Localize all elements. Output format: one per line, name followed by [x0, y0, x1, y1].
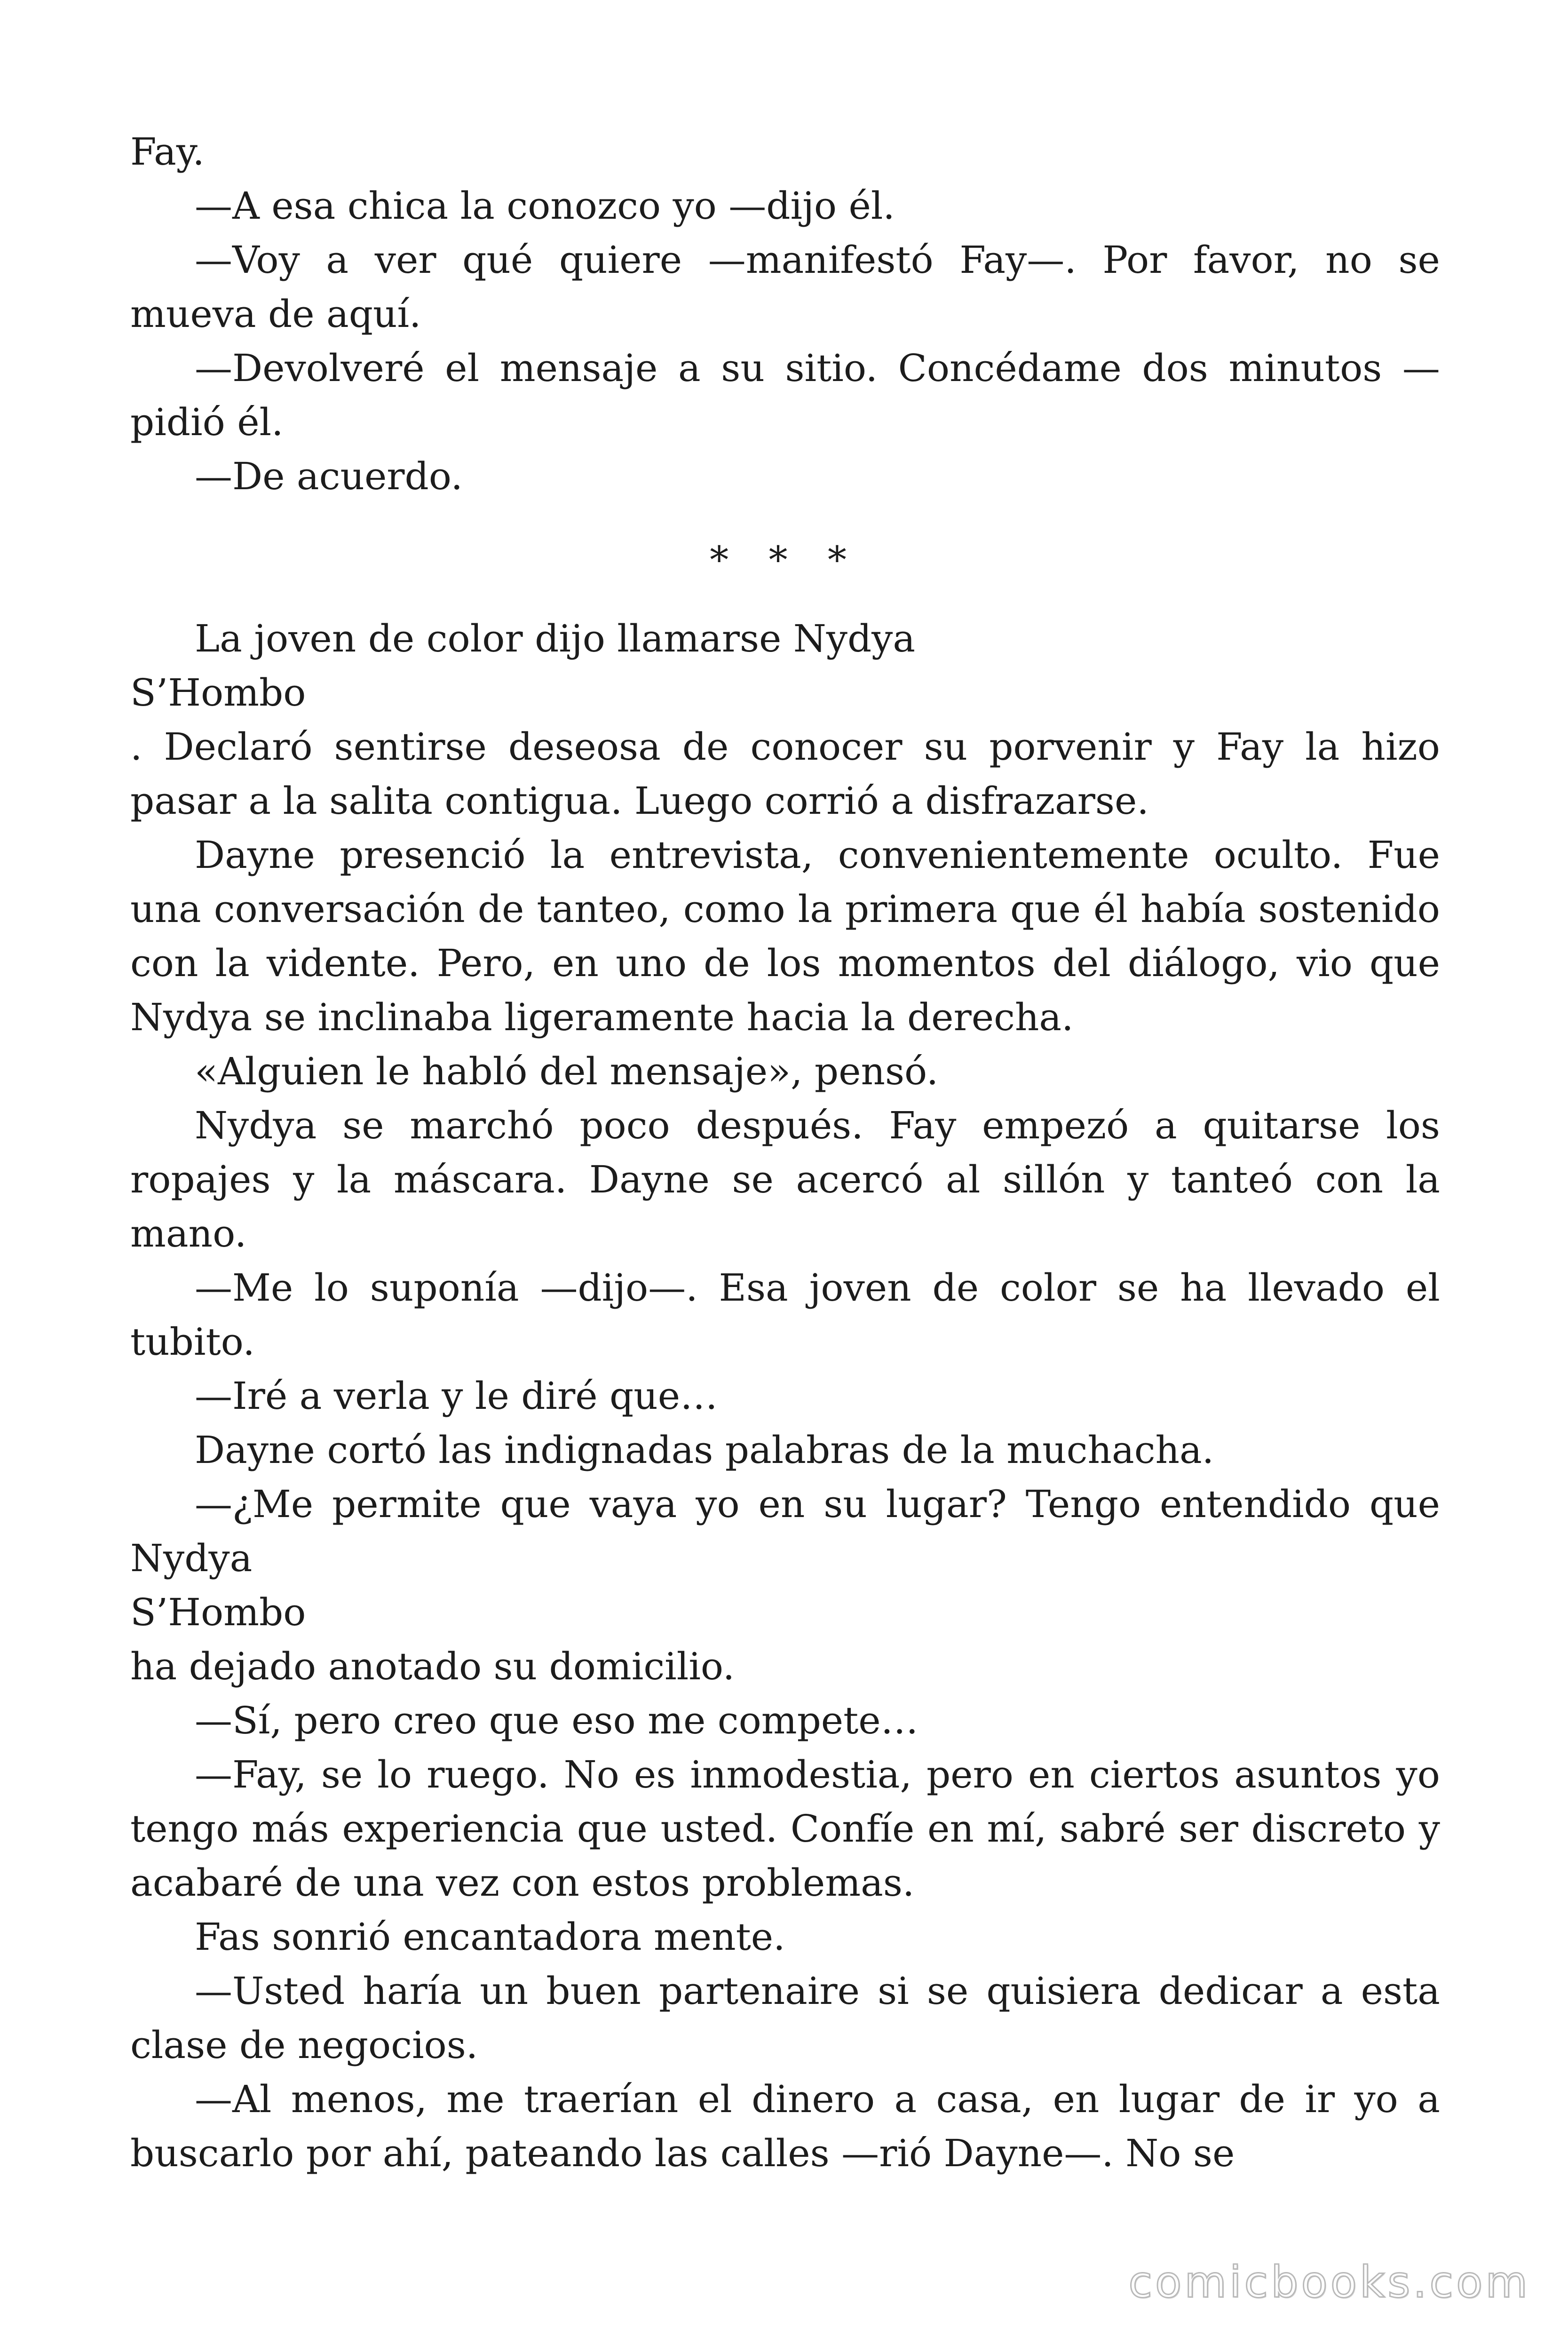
text-line: —Voy a ver qué quiere —manifestó Fay—. Por favor, no se	[195, 238, 1440, 282]
text-line: clase de negocios.	[130, 2023, 478, 2067]
text-line: Dayne cortó las indignadas palabras de la muchacha.	[195, 1428, 1214, 1472]
text-line: tengo más experiencia que usted. Confíe en mí, sabré ser discreto y	[130, 1807, 1440, 1851]
paragraph	[130, 1910, 1440, 1964]
paragraph	[130, 341, 1440, 449]
text-line: pidió él.	[130, 400, 284, 444]
text-line: Fay.	[130, 130, 205, 174]
text-line: Nydya se inclinaba ligeramente hacia la derecha.	[130, 995, 1074, 1039]
scene-break: * * *	[710, 538, 861, 582]
text-line: buscarlo por ahí, pateando las calles —rió Dayne—. No se	[130, 2131, 1235, 2175]
text-line: S’Hombo	[130, 1590, 306, 1634]
paragraph	[130, 1044, 1440, 1098]
text-line: —Fay, se lo ruego. No es inmodestia, pero en ciertos asuntos yo	[195, 1753, 1440, 1796]
paragraph	[130, 1748, 1440, 1910]
text-line: —Me lo suponía —dijo—. Esa joven de color se ha llevado el	[195, 1266, 1440, 1310]
text-line: La joven de color dijo llamarse Nydya	[195, 617, 916, 660]
text-line: ha dejado anotado su domicilio.	[130, 1645, 735, 1688]
paragraph	[130, 1585, 1440, 1639]
text-line: —Sí, pero creo que eso me compete…	[195, 1699, 919, 1742]
text-line: —Al menos, me traerían el dinero a casa, en lugar de ir yo a	[195, 2077, 1440, 2121]
book-page	[130, 125, 1440, 2180]
paragraph	[130, 612, 1440, 666]
text-line: acabaré de una vez con estos problemas.	[130, 1861, 915, 1905]
text-line: Nydya se marchó poco después. Fay empezó a quitarse los	[195, 1104, 1440, 1147]
text-line: —Devolveré el mensaje a su sitio. Concédame dos minutos —	[195, 346, 1440, 390]
text-line: mano.	[130, 1212, 247, 1255]
text-block-after-break	[130, 612, 1440, 2180]
paragraph	[130, 449, 1440, 503]
paragraph	[130, 1261, 1440, 1369]
paragraph	[130, 1423, 1440, 1477]
paragraph	[130, 720, 1440, 828]
paragraph	[130, 1639, 1440, 1693]
paragraph	[130, 1477, 1440, 1585]
text-line: Dayne presenció la entrevista, convenientemente oculto. Fue	[195, 833, 1440, 877]
text-line: Nydya	[130, 1536, 253, 1580]
text-line: —Iré a verla y le diré que…	[195, 1374, 718, 1418]
text-line: —Usted haría un buen partenaire si se quisiera dedicar a esta	[195, 1969, 1440, 2013]
paragraph	[130, 828, 1440, 1044]
text-line: pasar a la salita contigua. Luego corrió a disfrazarse.	[130, 779, 1149, 823]
text-line: «Alguien le habló del mensaje», pensó.	[195, 1049, 939, 1093]
text-line: mueva de aquí.	[130, 292, 421, 336]
text-line: . Declaró sentirse deseosa de conocer su porvenir y Fay la hizo	[130, 725, 1440, 769]
paragraph	[130, 233, 1440, 341]
text-line: —¿Me permite que vaya yo en su lugar? Tengo entendido que	[195, 1482, 1440, 1526]
text-block-before-break	[130, 125, 1440, 503]
paragraph	[130, 179, 1440, 233]
paragraph	[130, 666, 1440, 720]
text-line: con la vidente. Pero, en uno de los momentos del diálogo, vio que	[130, 941, 1440, 985]
text-line: —A esa chica la conozco yo —dijo él.	[195, 184, 895, 228]
paragraph	[130, 125, 1440, 179]
paragraph	[130, 1369, 1440, 1423]
paragraph	[130, 1693, 1440, 1748]
text-line: —De acuerdo.	[195, 454, 463, 498]
paragraph	[130, 1964, 1440, 2072]
paragraph	[130, 1098, 1440, 1261]
text-line: tubito.	[130, 1320, 255, 1364]
text-line: S’Hombo	[130, 671, 306, 715]
watermark-logo: comicbooks.com	[1128, 2257, 1530, 2307]
text-line: ropajes y la máscara. Dayne se acercó al sillón y tanteó con la	[130, 1158, 1440, 1201]
text-line: Fas sonrió encantadora mente.	[195, 1915, 785, 1959]
text-line: una conversación de tanteo, como la primera que él había sostenido	[130, 887, 1440, 931]
paragraph	[130, 2072, 1440, 2180]
